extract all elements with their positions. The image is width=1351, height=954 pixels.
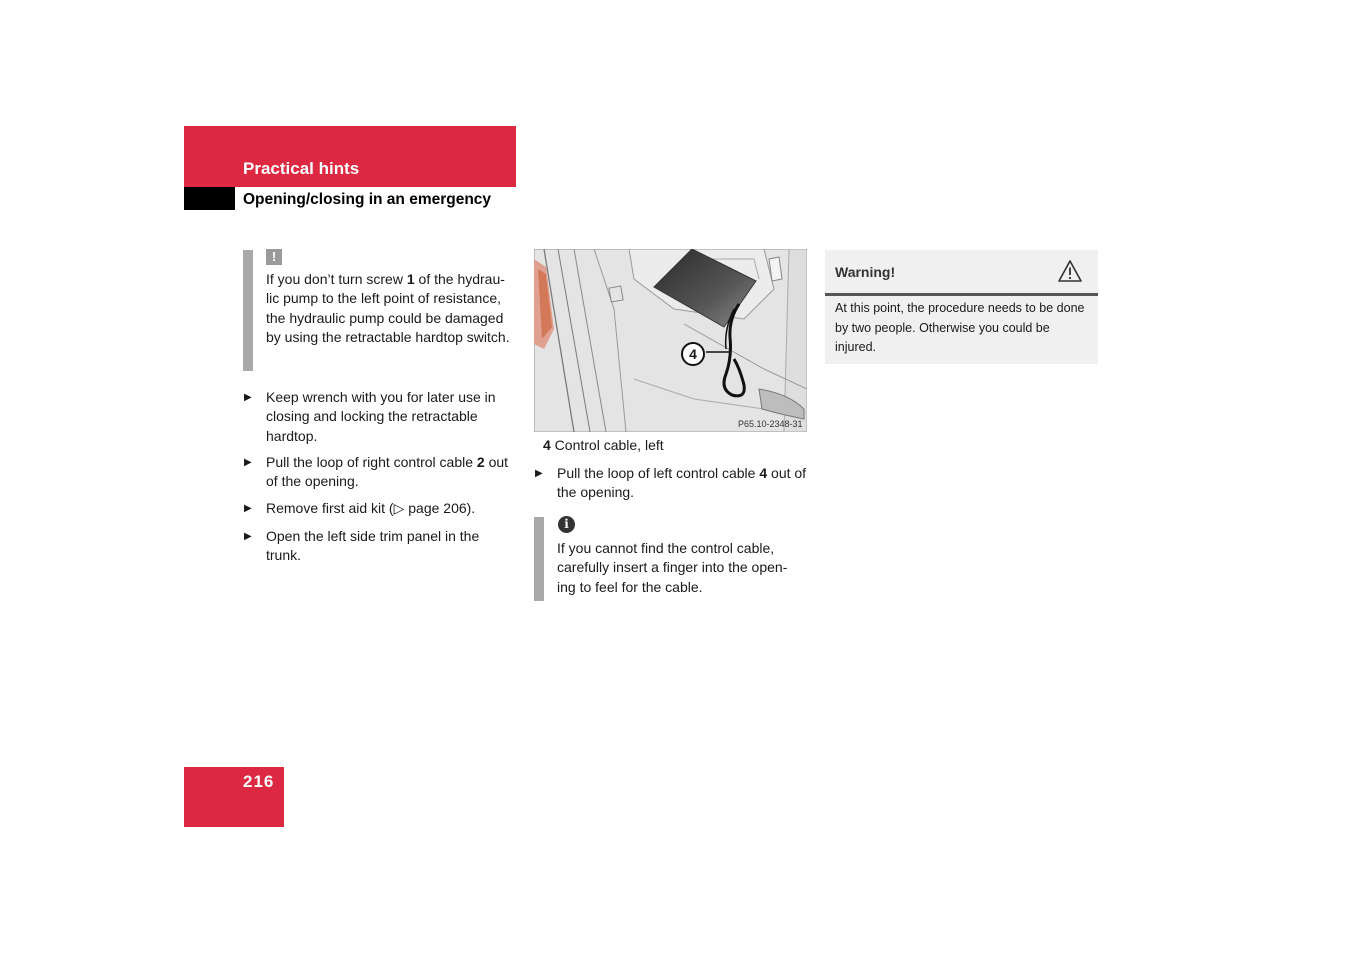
warning-header bbox=[825, 250, 1098, 296]
page-number: 216 bbox=[243, 772, 275, 791]
notice-bar bbox=[243, 250, 253, 371]
warning-triangle-icon bbox=[1057, 259, 1083, 283]
image-caption: 4 Control cable, left bbox=[543, 437, 664, 453]
bullet-arrow-icon: ▶ bbox=[244, 456, 252, 468]
list-item: ▶ Pull the loop of left control cable 4 out of the opening. bbox=[535, 464, 807, 503]
notice-text: If you don’t turn screw 1 of the hydrau-lic pump to the left point of resistance, the hydraulic pump could be damaged by using the retractable hardtop switch. bbox=[266, 271, 510, 345]
warning-text: At this point, the procedure needs to be done by two people. Otherwise you could be injured. bbox=[835, 301, 1085, 355]
bullet-arrow-icon: ▶ bbox=[244, 392, 252, 403]
warning-box bbox=[825, 250, 1098, 364]
info-text: If you cannot find the control cable, carefully insert a finger into the open-ing to feel for the cable. bbox=[557, 540, 788, 595]
page-subtitle: Opening/closing in an emergency bbox=[243, 191, 492, 208]
section-title: Practical hints bbox=[243, 159, 360, 178]
steps-list bbox=[244, 388, 518, 565]
trunk-illustration-svg bbox=[534, 249, 807, 432]
bullet-arrow-icon: ▶ bbox=[244, 503, 252, 515]
list-item: ▶ Remove first aid kit (▷ page 206). bbox=[244, 499, 518, 518]
bullet-arrow-icon: ▶ bbox=[244, 530, 252, 542]
callout-label: 4 bbox=[681, 342, 705, 366]
list-item: ▶ Keep wrench with you for later use in closing and locking the retractable hardtop. bbox=[244, 388, 518, 446]
bullet-arrow-icon: ▶ bbox=[535, 468, 543, 479]
info-icon: i bbox=[558, 516, 575, 533]
list-item: ▶ Pull the loop of right control cable 2 out of the opening. bbox=[244, 453, 518, 492]
image-code: P65.10-2348-31 bbox=[738, 419, 803, 429]
warning-title: Warning! bbox=[835, 264, 896, 280]
trunk-illustration bbox=[534, 249, 807, 432]
list-item: ▶ Open the left side trim panel in the trunk. bbox=[244, 527, 518, 566]
exclamation-icon: ! bbox=[266, 249, 282, 265]
info-bar bbox=[534, 517, 544, 601]
section-tab-marker bbox=[184, 187, 235, 210]
